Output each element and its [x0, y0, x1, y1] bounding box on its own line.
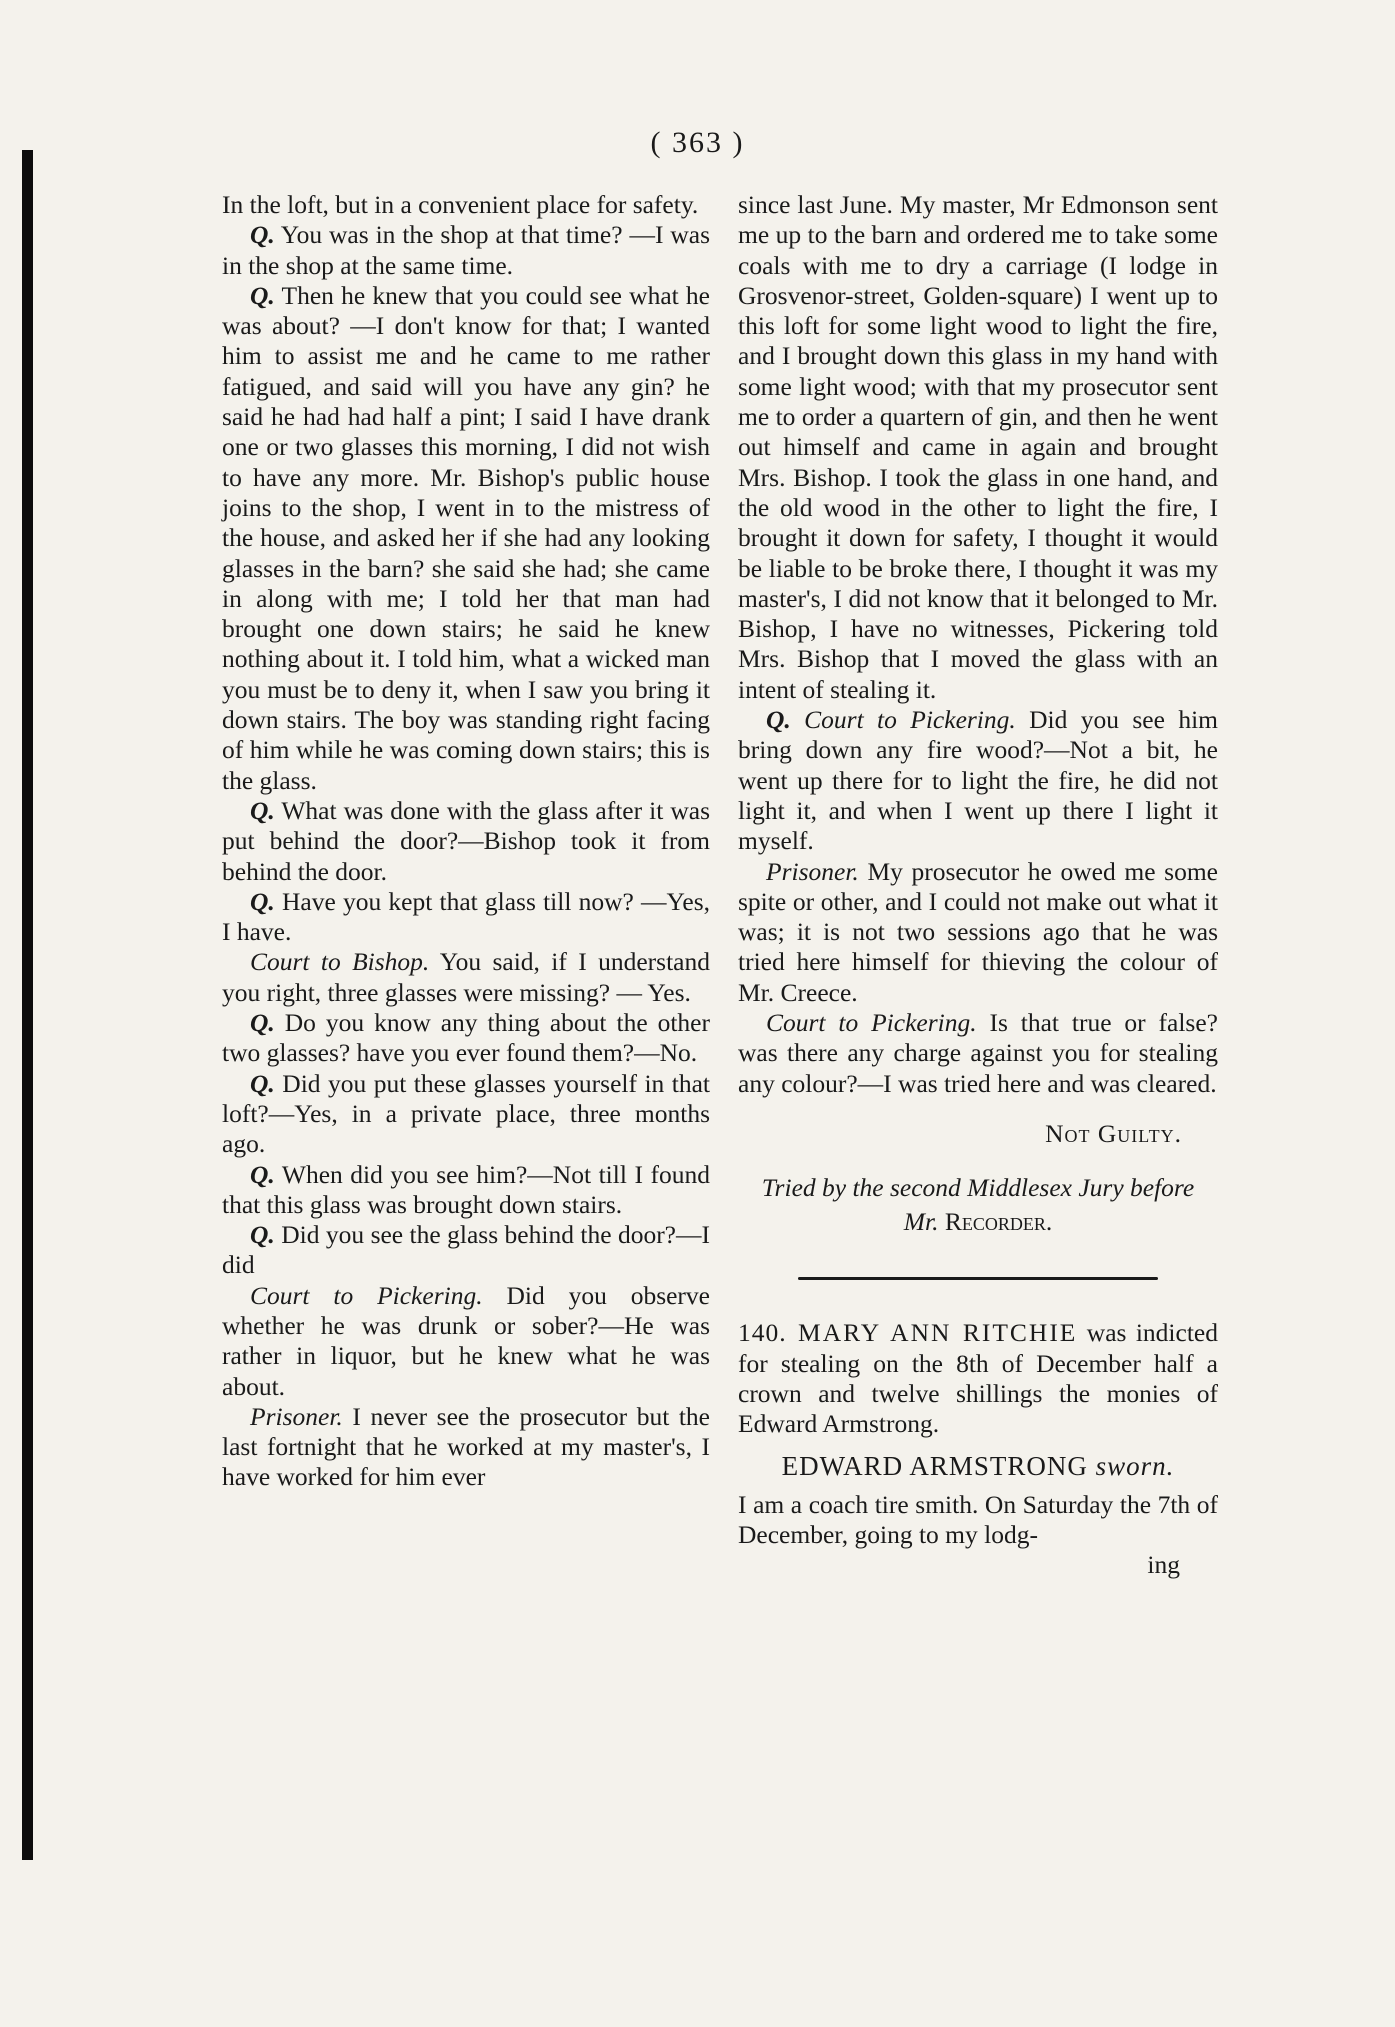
paragraph [222, 220, 710, 281]
speaker-label: Court to Pickering. [790, 705, 1016, 735]
catchword: ing [1147, 1550, 1180, 1580]
paragraph [222, 190, 710, 220]
paragraph-text: since last June. My master, Mr Edmonson sent me up to the barn and ordered me to take some coals with me to dry a carriage (I lodge in Grosvenor-street, Golden-square) I went up to this loft for some light wood to light the fire, and I brought down this glass in my hand with some light wood; with that my prosecutor sent me to order a quartern of gin, and then he went out himself and came in again and brought Mrs. Bishop. I took the glass in one hand, and the old wood in the other to light the fire, I brought it down for safety, I thought it would be liable to be broke there, I thought it was my master's, I did not know that it belonged to Mr. Bishop, I have no witnesses, Pickering told Mrs. Bishop that I moved the glass with an intent of stealing it. [738, 190, 1218, 704]
paragraph-text: When did you see him?—Not till I found that this glass was brought down stairs. [222, 1159, 710, 1219]
paragraph-text: In the loft, but in a convenient place for safety. [222, 190, 699, 219]
paragraph-text: Did you see the glass behind the door?—I did [222, 1220, 710, 1280]
paragraph [222, 1069, 710, 1160]
paragraph [222, 1220, 710, 1281]
paragraph [222, 1160, 710, 1221]
page-number: ( 363 ) [650, 126, 745, 159]
speaker-label: Court to Pickering. [250, 1280, 483, 1310]
paragraph-text: What was done with the glass after it was put behind the door?—Bishop took it from behind the door. [222, 795, 710, 886]
paragraph [222, 796, 710, 887]
paragraph [222, 1281, 710, 1402]
question-mark-q: Q. [766, 705, 791, 735]
paragraph-text: Did you observe whether he was drunk or sober?—He was rather in liquor, but he knew what he was about. [222, 1280, 710, 1401]
section-divider [798, 1277, 1158, 1280]
witness-name: EDWARD ARMSTRONG [781, 1451, 1088, 1482]
trial-note [738, 1171, 1218, 1239]
verdict: Not Guilty. [1045, 1118, 1182, 1148]
question-mark-q: Q. [250, 1220, 275, 1250]
paragraph-text: I am a coach tire smith. On Saturday the 7th of December, going to my lodg- [738, 1489, 1218, 1549]
question-mark-q: Q. [250, 886, 275, 916]
paragraph-text: Is that true or false? was there any charge against you for stealing any colour?—I was tried here and was cleared. [738, 1008, 1218, 1098]
witness-heading [738, 1451, 1218, 1481]
paragraph [738, 705, 1218, 856]
paragraph [738, 1490, 1218, 1551]
paragraph-text: My prosecutor he owed me some spite or other, and I could not make out what it was; it is not two sessions ago that he was tried here himself for thieving the colour of Mr. Creece. [738, 856, 1218, 1007]
question-mark-q: Q. [250, 280, 275, 310]
paragraph-text: Do you know any thing about the other two glasses? have you ever found them?—No. [222, 1008, 710, 1068]
question-mark-q: Q. [250, 1068, 275, 1098]
speaker-label: Court to Pickering. [766, 1008, 977, 1038]
witness-sworn: sworn. [1087, 1451, 1175, 1482]
trial-note-line: Tried by the second Middlesex Jury before [761, 1173, 1195, 1203]
paragraph [222, 1008, 710, 1069]
trial-note-prefix: Mr. [903, 1207, 945, 1237]
paragraph [738, 857, 1218, 1008]
right-column [738, 190, 1218, 1581]
question-mark-q: Q. [250, 1159, 275, 1189]
paragraph [222, 1402, 710, 1493]
paragraph-text: Did you put these glasses yourself in that loft?—Yes, in a private place, three months ago. [222, 1068, 710, 1159]
recorder-title: Recorder. [944, 1207, 1053, 1237]
paragraph [222, 887, 710, 948]
left-column [222, 190, 710, 1493]
binding-shadow [22, 150, 33, 1860]
paragraph-text: Have you kept that glass till now? —Yes, I have. [222, 886, 710, 947]
paragraph [738, 1008, 1218, 1099]
paragraph-text: You was in the shop at that time? —I was in the shop at the same time. [222, 220, 710, 280]
question-mark-q: Q. [250, 795, 275, 825]
question-mark-q: Q. [250, 220, 275, 250]
paragraph [738, 190, 1218, 705]
defendant-name: MARY ANN RITCHIE [786, 1318, 1078, 1348]
case-text: was indicted for stealing on the 8th of December half a crown and twelve shillings the monies of Edward Armstrong. [738, 1318, 1218, 1439]
paragraph-text: Then he knew that you could see what he was about? —I don't know for that; I wanted him to assist me and he came to me rather fatigued, and said will you have any gin? he said he had had half a pint; I said I have drank one or two glasses this morning, I did not wish to have any more. Mr. Bishop's public house joins to the shop, I went in to the mistress of the house, and asked her if she had any looking glasses in the barn? she said she had; she came in along with me; I told her that man had brought one down stairs; he said he knew nothing about it. I told him, what a wicked man you must be to deny it, when I saw you bring it down stairs. The boy was standing right facing of him while he was coming down stairs; this is the glass. [222, 280, 710, 795]
paragraph [222, 281, 710, 796]
case-heading [738, 1318, 1218, 1439]
paragraph [222, 947, 710, 1008]
paragraph-text: You said, if I understand you right, three glasses were missing? — Yes. [222, 947, 710, 1007]
case-number: 140. [738, 1318, 787, 1348]
paragraph-text: Did you see him bring down any fire wood?—Not a bit, he went up there for to light the fire, he did not light it, and when I went up there I light it myself. [738, 705, 1218, 856]
speaker-label: Prisoner. [766, 856, 859, 886]
paragraph-text: I never see the prosecutor but the last fortnight that he worked at my master's, I have worked for him ever [222, 1401, 710, 1492]
question-mark-q: Q. [250, 1008, 275, 1038]
speaker-label: Prisoner. [250, 1401, 343, 1431]
speaker-label: Court to Bishop. [250, 947, 430, 977]
